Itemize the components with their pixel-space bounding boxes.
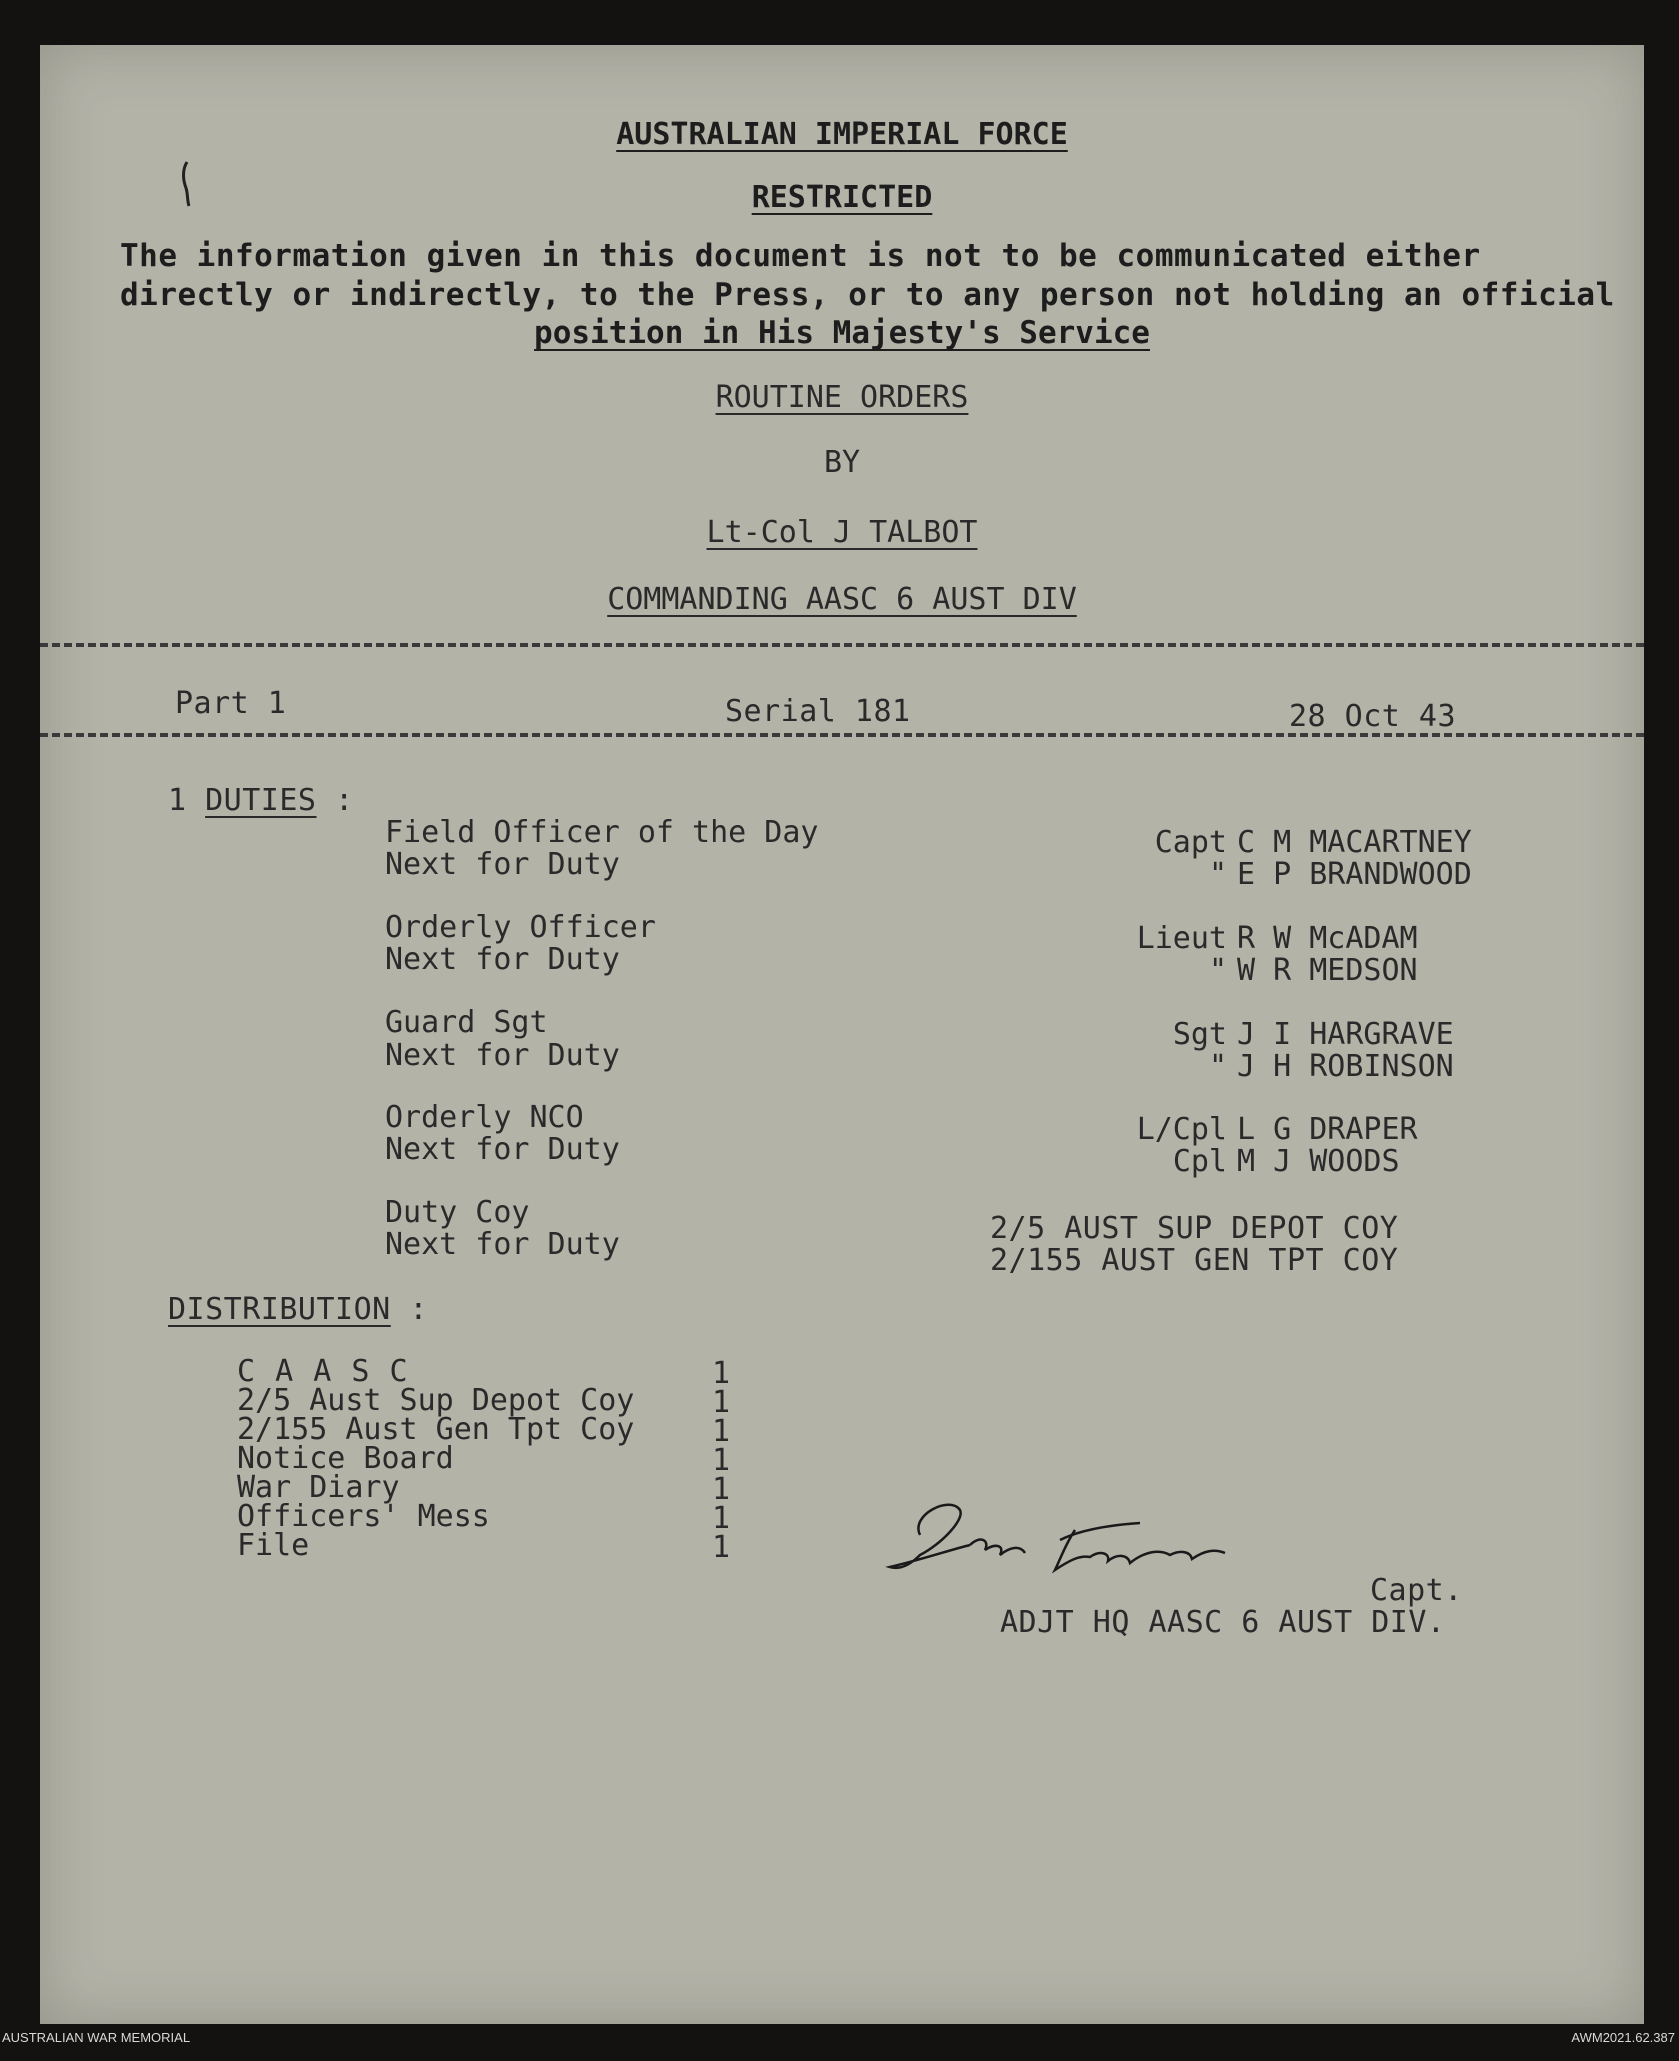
by-line: BY — [823, 445, 861, 480]
duties-heading: 1 DUTIES : — [168, 783, 354, 818]
distribution-item: 2/5 Aust Sup Depot Coy — [237, 1383, 635, 1418]
duty-rank: " — [1208, 1049, 1227, 1084]
classification-heading: RESTRICTED — [751, 180, 933, 215]
duty-name: W R MEDSON — [1237, 953, 1418, 988]
top-divider — [40, 643, 1644, 647]
duty-rank: L/Cpl — [1136, 1112, 1227, 1147]
duty-rank: Capt — [1154, 825, 1227, 860]
duty-name: C M MACARTNEY — [1237, 825, 1472, 860]
duty-role: Orderly Officer — [385, 910, 656, 945]
duty-next: Next for Duty — [385, 1227, 620, 1262]
duty-role: Duty Coy — [385, 1195, 530, 1230]
duty-name: J I HARGRAVE — [1237, 1017, 1454, 1052]
duty-rank: Cpl — [1172, 1144, 1227, 1179]
command-title: COMMANDING AASC 6 AUST DIV — [607, 582, 1077, 617]
duty-unit: 2/5 AUST SUP DEPOT COY — [990, 1211, 1399, 1246]
distribution-heading: DISTRIBUTION : — [168, 1292, 428, 1327]
duty-role: Orderly NCO — [385, 1100, 584, 1135]
distribution-item: C A A S C — [237, 1354, 409, 1389]
notice-line-3: position in His Majesty's Service — [534, 315, 1150, 351]
distribution-item: War Diary — [237, 1470, 400, 1505]
duty-name: E P BRANDWOOD — [1237, 857, 1472, 892]
footer-left: AUSTRALIAN WAR MEMORIAL — [2, 2030, 191, 2045]
duty-next: Next for Duty — [385, 1132, 620, 1167]
duty-name: R W McADAM — [1237, 921, 1418, 956]
distribution-qty: 1 — [712, 1385, 731, 1420]
document-page — [40, 45, 1644, 2024]
notice-line-2: directly or indirectly, to the Press, or to any person not holding an official — [120, 277, 1615, 313]
duty-rank: Sgt — [1172, 1017, 1227, 1052]
duty-unit: 2/155 AUST GEN TPT COY — [990, 1243, 1399, 1278]
distribution-qty: 1 — [712, 1356, 731, 1391]
notice-line-1: The information given in this document is not to be communicated either — [120, 238, 1481, 274]
footer-right: AWM2021.62.387 — [1571, 2030, 1675, 2045]
duty-rank: " — [1208, 953, 1227, 988]
part-number: Part 1 — [175, 686, 287, 721]
serial-number: Serial 181 — [725, 694, 911, 729]
duty-role: Guard Sgt — [385, 1005, 548, 1040]
distribution-qty: 1 — [712, 1443, 731, 1478]
commander-name: Lt-Col J TALBOT — [706, 515, 978, 550]
distribution-item: 2/155 Aust Gen Tpt Coy — [237, 1412, 635, 1447]
force-heading: AUSTRALIAN IMPERIAL FORCE — [616, 117, 1068, 152]
duty-name: M J WOODS — [1237, 1144, 1400, 1179]
distribution-qty: 1 — [712, 1530, 731, 1565]
distribution-item: File — [237, 1528, 310, 1563]
duty-next: Next for Duty — [385, 847, 620, 882]
duty-rank: Lieut — [1136, 921, 1227, 956]
distribution-qty: 1 — [712, 1472, 731, 1507]
signatory-rank: Capt. — [1370, 1573, 1463, 1608]
distribution-item: Notice Board — [237, 1441, 454, 1476]
duty-rank: " — [1208, 857, 1227, 892]
distribution-item: Officers' Mess — [237, 1499, 490, 1534]
distribution-qty: 1 — [712, 1414, 731, 1449]
duty-name: L G DRAPER — [1237, 1112, 1418, 1147]
document-title: ROUTINE ORDERS — [715, 380, 969, 415]
duty-role: Field Officer of the Day — [385, 815, 819, 850]
duty-next: Next for Duty — [385, 942, 620, 977]
signatory-appointment: ADJT HQ AASC 6 AUST DIV. — [1000, 1605, 1446, 1640]
signature-image — [860, 1475, 1320, 1585]
duty-next: Next for Duty — [385, 1038, 620, 1073]
duty-name: J H ROBINSON — [1237, 1049, 1454, 1084]
bottom-divider — [40, 733, 1644, 737]
distribution-qty: 1 — [712, 1501, 731, 1536]
order-date: 28 Oct 43 — [1289, 699, 1457, 734]
